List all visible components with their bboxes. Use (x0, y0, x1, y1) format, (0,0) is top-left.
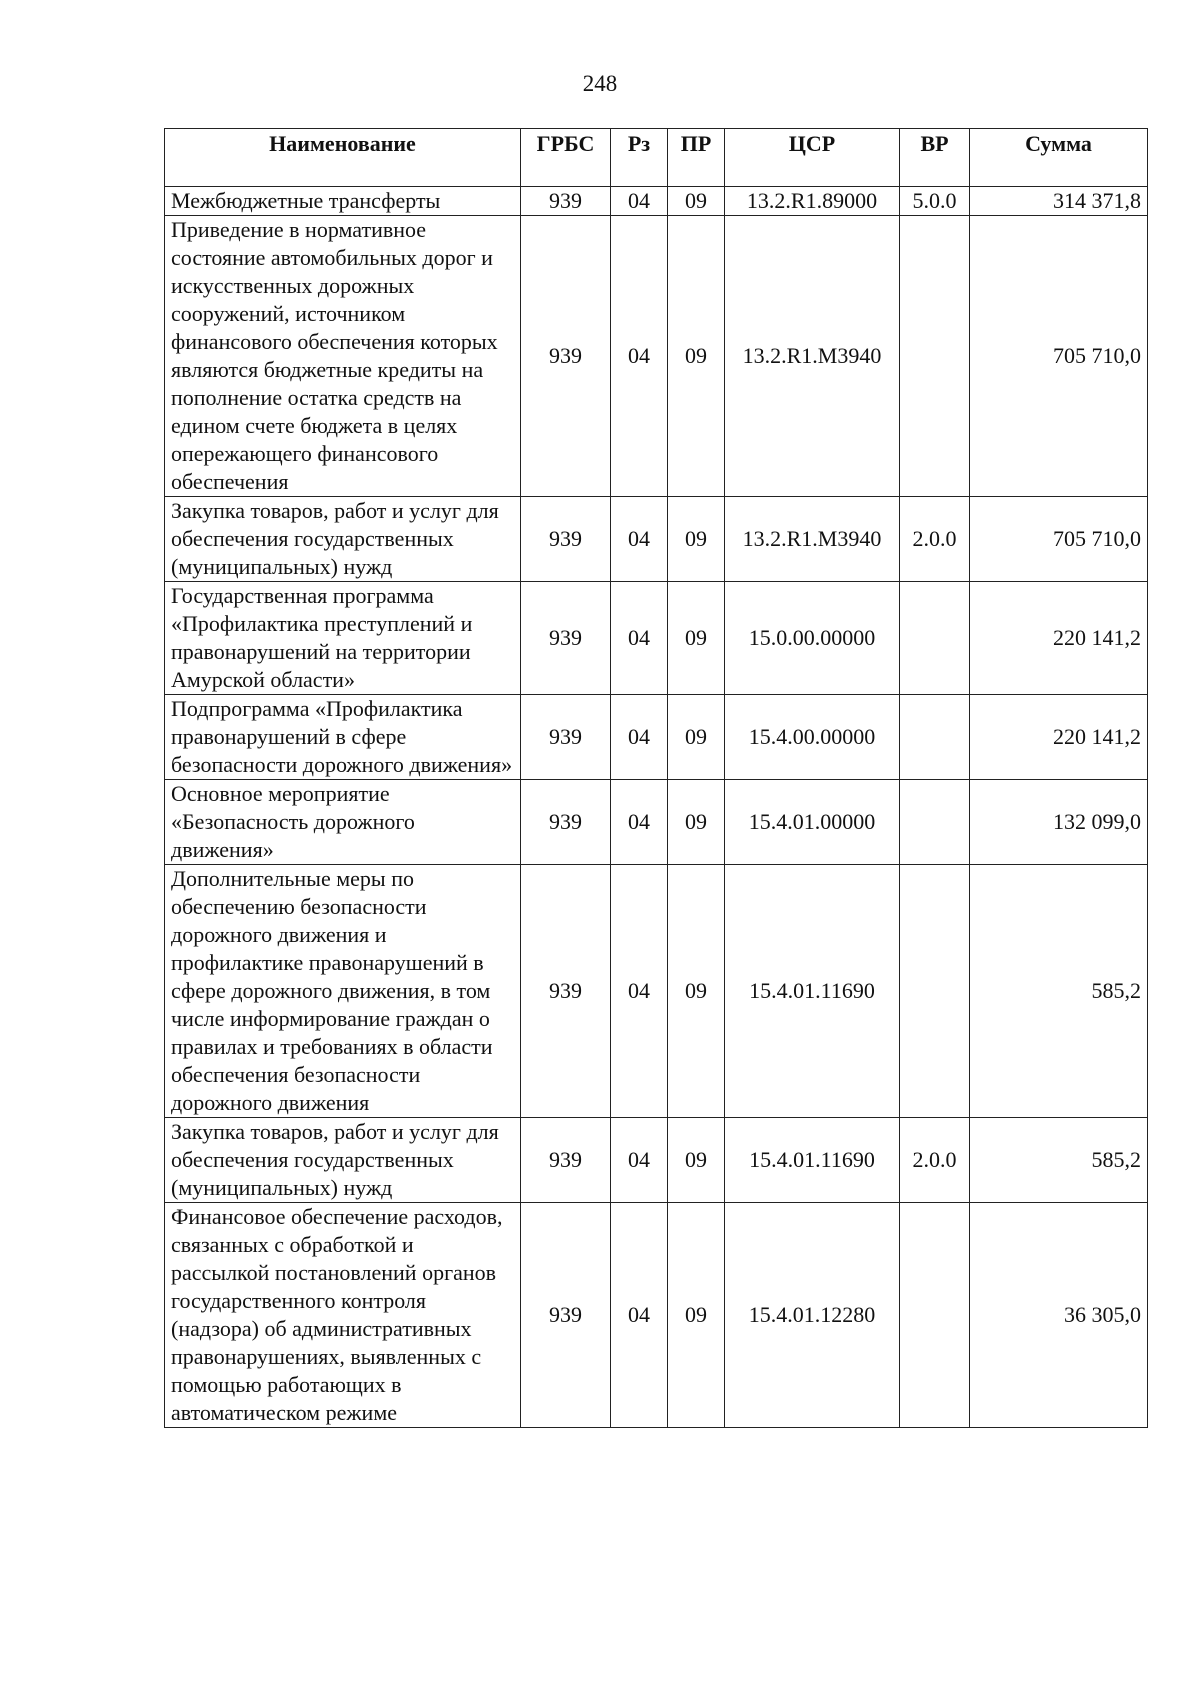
row-rz: 04 (611, 1203, 668, 1428)
budget-table (164, 128, 1148, 1428)
row-rz: 04 (611, 695, 668, 780)
row-pr: 09 (668, 1118, 725, 1203)
row-rz: 04 (611, 497, 668, 582)
row-csr: 15.4.01.00000 (725, 780, 900, 865)
row-vr (900, 865, 970, 1118)
row-csr: 13.2.R1.M3940 (725, 216, 900, 497)
row-csr: 13.2.R1.89000 (725, 187, 900, 216)
row-pr: 09 (668, 216, 725, 497)
row-grbs: 939 (521, 1203, 611, 1428)
row-vr: 2.0.0 (900, 1118, 970, 1203)
row-name: Дополнительные меры по обеспечению безопасности дорожного движения и профилактике правонарушений в сфере дорожного движения, в том числе информирование граждан о правилах и требованиях в области обеспечения безопасности дорожного движения (165, 865, 521, 1118)
row-sum: 220 141,2 (970, 695, 1148, 780)
table-row (165, 780, 1148, 865)
row-sum: 132 099,0 (970, 780, 1148, 865)
row-rz: 04 (611, 780, 668, 865)
table-header-row (165, 129, 1148, 187)
row-csr: 15.4.01.12280 (725, 1203, 900, 1428)
row-grbs: 939 (521, 865, 611, 1118)
row-name: Закупка товаров, работ и услуг для обеспечения государственных (муниципальных) нужд (165, 1118, 521, 1203)
row-sum: 36 305,0 (970, 1203, 1148, 1428)
row-name: Приведение в нормативное состояние автомобильных дорог и искусственных дорожных сооружений, источником финансового обеспечения которых являются бюджетные кредиты на пополнение остатка средств на едином счете бюджета в целях опережающего финансового обеспечения (165, 216, 521, 497)
table-row (165, 187, 1148, 216)
row-name: Финансовое обеспечение расходов, связанных с обработкой и рассылкой постановлений органов государственного контроля (надзора) об административных правонарушениях, выявленных с помощью работающих в автоматическом режиме (165, 1203, 521, 1428)
table-row (165, 497, 1148, 582)
row-vr: 2.0.0 (900, 497, 970, 582)
row-sum: 705 710,0 (970, 497, 1148, 582)
row-pr: 09 (668, 780, 725, 865)
row-pr: 09 (668, 187, 725, 216)
row-pr: 09 (668, 582, 725, 695)
row-grbs: 939 (521, 187, 611, 216)
table-row (165, 216, 1148, 497)
table-row (165, 695, 1148, 780)
row-sum: 585,2 (970, 1118, 1148, 1203)
table-row (165, 582, 1148, 695)
row-rz: 04 (611, 187, 668, 216)
header-csr: ЦСР (725, 129, 900, 187)
row-csr: 13.2.R1.M3940 (725, 497, 900, 582)
row-grbs: 939 (521, 216, 611, 497)
row-grbs: 939 (521, 780, 611, 865)
row-csr: 15.4.01.11690 (725, 865, 900, 1118)
row-sum: 220 141,2 (970, 582, 1148, 695)
table-row (165, 1203, 1148, 1428)
row-vr (900, 1203, 970, 1428)
row-sum: 585,2 (970, 865, 1148, 1118)
row-name: Межбюджетные трансферты (165, 187, 521, 216)
row-vr (900, 582, 970, 695)
row-csr: 15.4.01.11690 (725, 1118, 900, 1203)
row-name: Основное мероприятие «Безопасность дорожного движения» (165, 780, 521, 865)
row-grbs: 939 (521, 497, 611, 582)
header-sum: Сумма (970, 129, 1148, 187)
table-row (165, 1118, 1148, 1203)
row-rz: 04 (611, 216, 668, 497)
row-name: Государственная программа «Профилактика преступлений и правонарушений на территории Амурской области» (165, 582, 521, 695)
row-vr (900, 216, 970, 497)
row-grbs: 939 (521, 695, 611, 780)
row-sum: 314 371,8 (970, 187, 1148, 216)
header-grbs: ГРБС (521, 129, 611, 187)
row-name: Подпрограмма «Профилактика правонарушений в сфере безопасности дорожного движения» (165, 695, 521, 780)
row-csr: 15.4.00.00000 (725, 695, 900, 780)
row-pr: 09 (668, 497, 725, 582)
row-grbs: 939 (521, 582, 611, 695)
header-pr: ПР (668, 129, 725, 187)
page-number: 248 (582, 71, 618, 96)
header-name: Наименование (165, 129, 521, 187)
row-rz: 04 (611, 582, 668, 695)
row-vr: 5.0.0 (900, 187, 970, 216)
row-vr (900, 695, 970, 780)
row-name: Закупка товаров, работ и услуг для обеспечения государственных (муниципальных) нужд (165, 497, 521, 582)
row-pr: 09 (668, 1203, 725, 1428)
header-rz: Рз (611, 129, 668, 187)
row-pr: 09 (668, 695, 725, 780)
row-grbs: 939 (521, 1118, 611, 1203)
row-vr (900, 780, 970, 865)
row-rz: 04 (611, 865, 668, 1118)
table-row (165, 865, 1148, 1118)
row-rz: 04 (611, 1118, 668, 1203)
row-sum: 705 710,0 (970, 216, 1148, 497)
header-vr: ВР (900, 129, 970, 187)
row-pr: 09 (668, 865, 725, 1118)
row-csr: 15.0.00.00000 (725, 582, 900, 695)
